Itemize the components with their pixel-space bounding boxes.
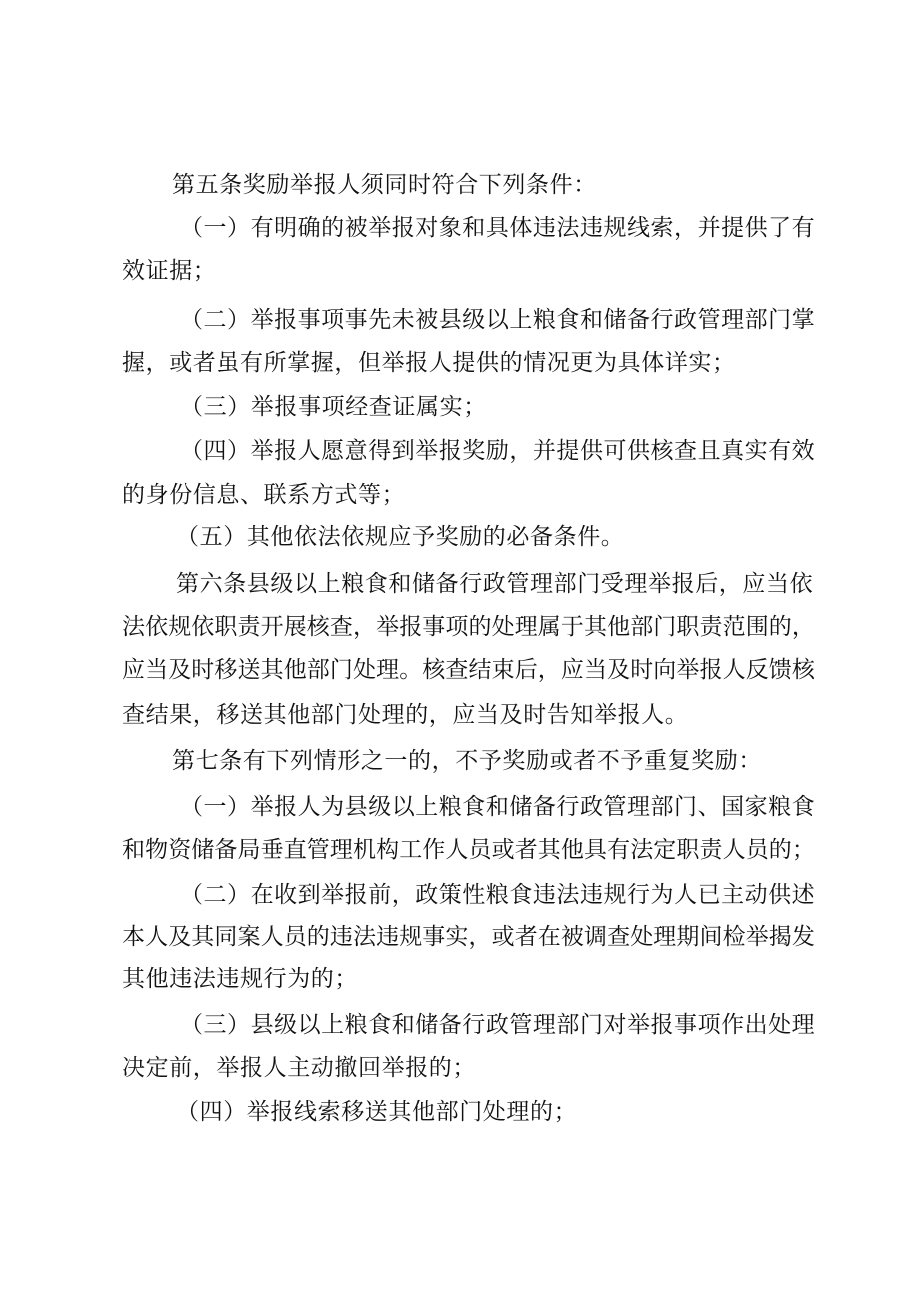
article-5-item-4-line-2: 的身份信息、联系方式等； <box>122 482 406 508</box>
article-6-line-4: 查结果，移送其他部门处理的，应当及时告知举报人。 <box>122 702 689 728</box>
article-7-item-2-line-2: 本人及其同案人员的违法违规事实，或者在被调查处理期间检举揭发 <box>122 924 815 950</box>
article-7-item-1-line-2: 和物资储备局垂直管理机构工作人员或者其他具有法定职责人员的； <box>122 837 815 863</box>
article-7-item-2-line-3: 其他违法违规行为的； <box>122 966 358 992</box>
article-5-heading: 第五条奖励举报人须同时符合下列条件： <box>172 172 597 198</box>
article-5-item-1-line-1: （一）有明确的被举报对象和具体违法违规线索，并提供了有 <box>180 215 816 241</box>
article-5-item-3: （三）举报事项经查证属实； <box>180 394 487 420</box>
article-5-item-2-line-1: （二）举报事项事先未被县级以上粮食和储备行政管理部门掌 <box>180 307 816 333</box>
article-7-item-2-line-1: （二）在收到举报前，政策性粮食违法违规行为人已主动供述 <box>180 882 816 908</box>
article-7-item-3-line-1: （三）县级以上粮食和储备行政管理部门对举报事项作出处理 <box>180 1012 816 1038</box>
article-5-item-5: （五）其他依法依规应予奖励的必备条件。 <box>176 524 625 550</box>
article-5-item-4-line-1: （四）举报人愿意得到举报奖励，并提供可供核查且真实有效 <box>180 438 816 464</box>
article-7-item-4: （四）举报线索移送其他部门处理的； <box>176 1099 578 1125</box>
article-7-heading: 第七条有下列情形之一的，不予奖励或者不予重复奖励： <box>172 748 762 774</box>
article-6-line-3: 应当及时移送其他部门处理。核查结束后，应当及时向举报人反馈核 <box>122 657 815 683</box>
article-5-item-2-line-2: 握，或者虽有所掌握，但举报人提供的情况更为具体详实； <box>122 350 736 376</box>
article-5-item-1-line-2: 效证据； <box>122 258 217 284</box>
article-7-item-1-line-1: （一）举报人为县级以上粮食和储备行政管理部门、国家粮食 <box>180 794 816 820</box>
article-6-line-2: 法依规依职责开展核查，举报事项的处理属于其他部门职责范围的， <box>122 614 815 640</box>
article-6-line-1: 第六条县级以上粮食和储备行政管理部门受理举报后，应当依 <box>176 571 814 597</box>
article-7-item-3-line-2: 决定前，举报人主动撤回举报的； <box>122 1055 476 1081</box>
